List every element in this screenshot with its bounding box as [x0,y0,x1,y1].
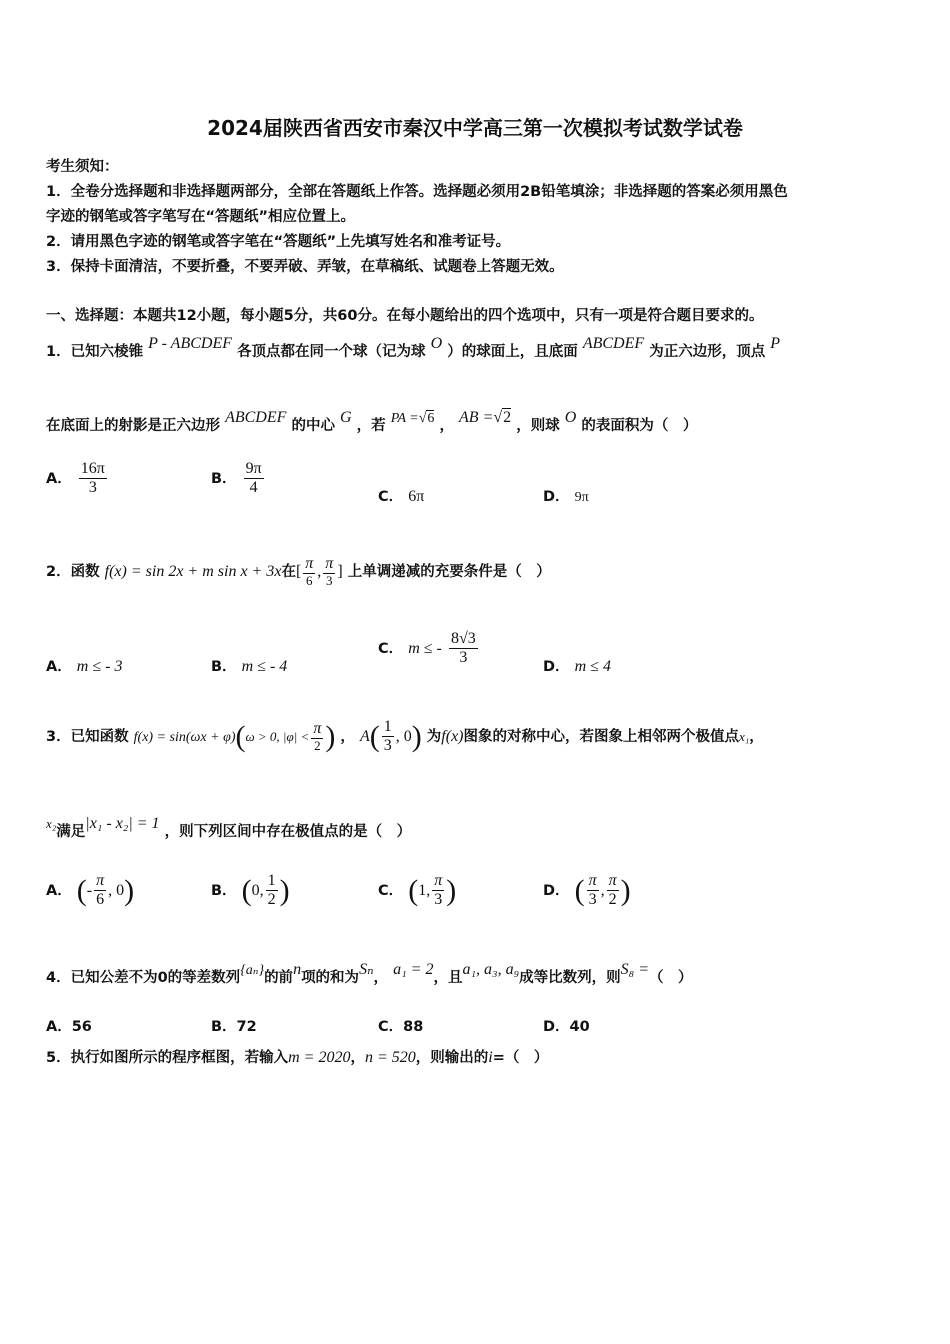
q1-math: PA = [390,411,419,426]
q3-math: A [359,727,370,745]
fraction-denominator: 6 [306,573,313,589]
option-label: A． [46,659,72,675]
option-value: , 0 [108,881,125,899]
q3-text: 为 [426,728,442,745]
q4-option-a[interactable]: A．56 [46,1019,92,1035]
q1-math: 6 [427,411,435,426]
question-5-line-1 [46,1046,548,1067]
q2-math: f(x) = sin 2x + m sin x + 3x [104,563,282,581]
q3-text: ，则下列区间中存在极值点的是（ ） [164,824,412,840]
notice-line-4: 3．保持卡面清洁，不要折叠，不要弄破、弄皱，在草稿纸、试题卷上答题无效。 [46,259,564,275]
q1-text: ， [439,418,454,434]
option-label: D． [543,882,570,899]
option-value: - [86,881,93,899]
option-value: m ≤ - 4 [241,658,288,675]
q4-text: 4．已知公差不为0的等差数列 [46,970,241,986]
fraction-numerator: π [303,555,315,574]
q4-text: 的前 [264,970,294,986]
option-value: m ≤ - [408,639,442,657]
fraction-numerator: π [587,872,599,891]
q5-math: n = 520 [364,1049,416,1066]
notice-line-2: 字迹的钢笔或答字笔写在“答题纸”相应位置上。 [46,209,356,225]
q1-math: O [430,335,443,352]
q3-math: x₁ [739,728,750,744]
q4-text: 成等比数列，则 [519,970,621,986]
fraction-denominator: 3 [434,891,443,909]
fraction-denominator: 4 [249,479,258,497]
fraction-denominator: 3 [383,737,392,755]
q4-text: ，且 [433,970,463,986]
q3-text: 满足 [56,824,86,840]
q1-math: G [340,409,352,426]
q3-option-c[interactable]: C． (1, $\frac{\pi}{3}$ ) [378,872,457,909]
option-label: A． [46,470,72,487]
q1-text: 的中心 [291,418,335,434]
q4-text: （ ） [649,970,693,986]
question-3-line-1: 3．已知函数 f(x) = sin(ωx + φ)(ω > 0, |φ| < $\frac{\pi}{2}$ ) ， A( $\frac{1}{3}$ , 0) 为f(x)图象的对称中心，若图象上相邻两个极值点x₁， [46,718,764,755]
q4-option-d[interactable]: D．40 [543,1019,590,1035]
option-label: B． [211,882,237,899]
q1-math: ABCDEF [225,409,287,426]
q1-math: O [564,409,577,426]
q4-option-c[interactable]: C．88 [378,1019,424,1035]
fraction-numerator: π [607,872,619,891]
q3-math: ω > 0, |φ| < [245,728,310,744]
q4-math: {aₙ} [240,963,265,978]
q2-text: 在 [281,564,296,581]
fraction-denominator: 3 [459,649,468,667]
q1-text: 为正六边形，顶点 [649,344,766,360]
option-label: B． [211,659,237,675]
section-heading: 一、选择题：本题共12小题，每小题5分，共60分。在每小题给出的四个选项中，只有一项是符合题目要求的。 [46,308,764,324]
q1-option-a[interactable] [46,460,109,498]
q2-option-c[interactable] [378,630,480,668]
q1-text: 各顶点都在同一个球（记为球 [237,344,426,360]
q1-math: AB = [459,409,494,426]
option-value: 0, [251,881,264,899]
option-label: B． [211,470,237,487]
option-value: m ≤ 4 [574,658,611,675]
q2-text: 2．函数 [46,564,100,581]
q2-text: 上单调递减的充要条件是（ ） [347,564,551,581]
q3-math: f(x) = sin(ωx + φ) [133,729,236,745]
page-title: 2024届陕西省西安市秦汉中学高三第一次模拟考试数学试卷 [207,116,743,140]
fraction-denominator: 2 [608,891,617,909]
fraction-numerator: 16π [79,460,107,479]
fraction-denominator: 6 [96,891,105,909]
fraction-numerator: π [311,720,323,739]
q4-text: ， [373,970,389,986]
question-4-line-1 [46,961,693,987]
q2-option-d[interactable] [543,655,611,676]
q3-option-b[interactable]: B． (0, $\frac{1}{2}$ ) [211,872,290,909]
fraction-numerator: 1 [266,872,278,891]
q3-text: 图象的对称中心，若图象上相邻两个极值点 [463,728,739,745]
option-value: 6π [408,488,425,505]
q4-math: a₁ = 2 [393,961,434,978]
fraction-numerator: π [94,872,106,891]
question-3-line-2 [46,815,412,841]
option-value: 1, [418,881,431,899]
q3-text: 3．已知函数 [46,728,129,745]
q1-text: 1．已知六棱锥 [46,344,144,360]
q3-text: ， [749,728,764,745]
fraction-numerator: π [323,555,335,574]
option-value: 9π [574,490,589,505]
q1-math: P - ABCDEF [148,335,232,352]
q3-math: , 0 [395,727,412,745]
option-value: m ≤ - 3 [76,658,123,675]
q3-option-d[interactable]: D． ( $\frac{\pi}{3}$ , $\frac{\pi}{2}$ ) [543,872,631,909]
q4-math: n [293,961,302,978]
option-label: D． [543,659,570,675]
fraction-denominator: 2 [314,738,321,754]
q3-text: ， [340,728,355,745]
q3-math: |x₁ - x₂| = 1 [85,815,160,832]
option-label: C． [378,640,404,657]
question-2-line-1: 2．函数 f(x) = sin 2x + m sin x + 3x在[ $\frac{\pi}{6}$ , $\frac{\pi}{3}$ ] 上单调递减的充要条件是（ ） [46,555,551,589]
q5-math: i [488,1049,493,1066]
q1-option-b[interactable] [211,460,266,498]
fraction-denominator: 2 [267,891,276,909]
q2-option-b[interactable] [211,655,287,676]
fraction-denominator: 3 [588,891,597,909]
option-label: C． [378,882,404,899]
fraction-numerator: π [432,872,444,891]
q3-math: f(x) [441,727,464,745]
q5-text: =（ ） [492,1050,549,1066]
q1-option-c[interactable] [378,485,424,506]
q2-option-a[interactable] [46,655,122,676]
q5-text: ， [350,1050,365,1066]
q1-option-d[interactable] [543,485,589,506]
notice-line-3: 2．请用黑色字迹的钢笔或答字笔在“答题纸”上先填写姓名和准考证号。 [46,234,511,250]
option-label: C． [378,489,404,505]
q5-text: 5．执行如图所示的程序框图，若输入 [46,1050,289,1066]
q4-option-b[interactable]: B．72 [211,1019,257,1035]
notice-heading: 考生须知： [46,159,119,175]
fraction-numerator: 8√3 [449,630,478,649]
question-1-line-2: 在底面上的射影是正六边形 ABCDEF 的中心 G ，若 PA =√6 ， AB =√2 ，则球 O 的表面积为（ ） [46,409,698,434]
q5-math: m = 2020 [288,1049,351,1066]
fraction-numerator: 1 [382,718,394,737]
q1-math: 2 [503,409,512,426]
q4-math: S₈ = [620,961,650,978]
q1-text: ，若 [356,418,386,434]
question-1-line-1 [46,335,781,361]
q5-text: ，则输出的 [415,1050,489,1066]
q1-text: ，则球 [516,418,560,434]
q4-math: Sₙ [359,961,374,978]
q3-math: x₂ [46,816,57,831]
q1-text: 在底面上的射影是正六边形 [46,418,220,434]
q1-math: ABCDEF [582,335,645,352]
fraction-denominator: 3 [88,479,97,497]
q4-text: 项的和为 [301,970,360,986]
notice-line-1: 1．全卷分选择题和非选择题两部分，全部在答题纸上作答。选择题必须用2B铅笔填涂；非选择题的答案必须用黑色 [46,184,788,200]
fraction-numerator: 9π [244,460,264,479]
option-label: D． [543,489,570,505]
option-label: A． [46,882,72,899]
q1-text: 的表面积为（ ） [581,418,698,434]
q4-math: a₁, a₃, a₉ [462,961,520,978]
q1-math: P [770,335,781,352]
fraction-denominator: 3 [326,573,333,589]
q1-text: ）的球面上，且底面 [447,344,578,360]
q3-option-a[interactable]: A． (- $\frac{\pi}{6}$ , 0) [46,872,135,909]
